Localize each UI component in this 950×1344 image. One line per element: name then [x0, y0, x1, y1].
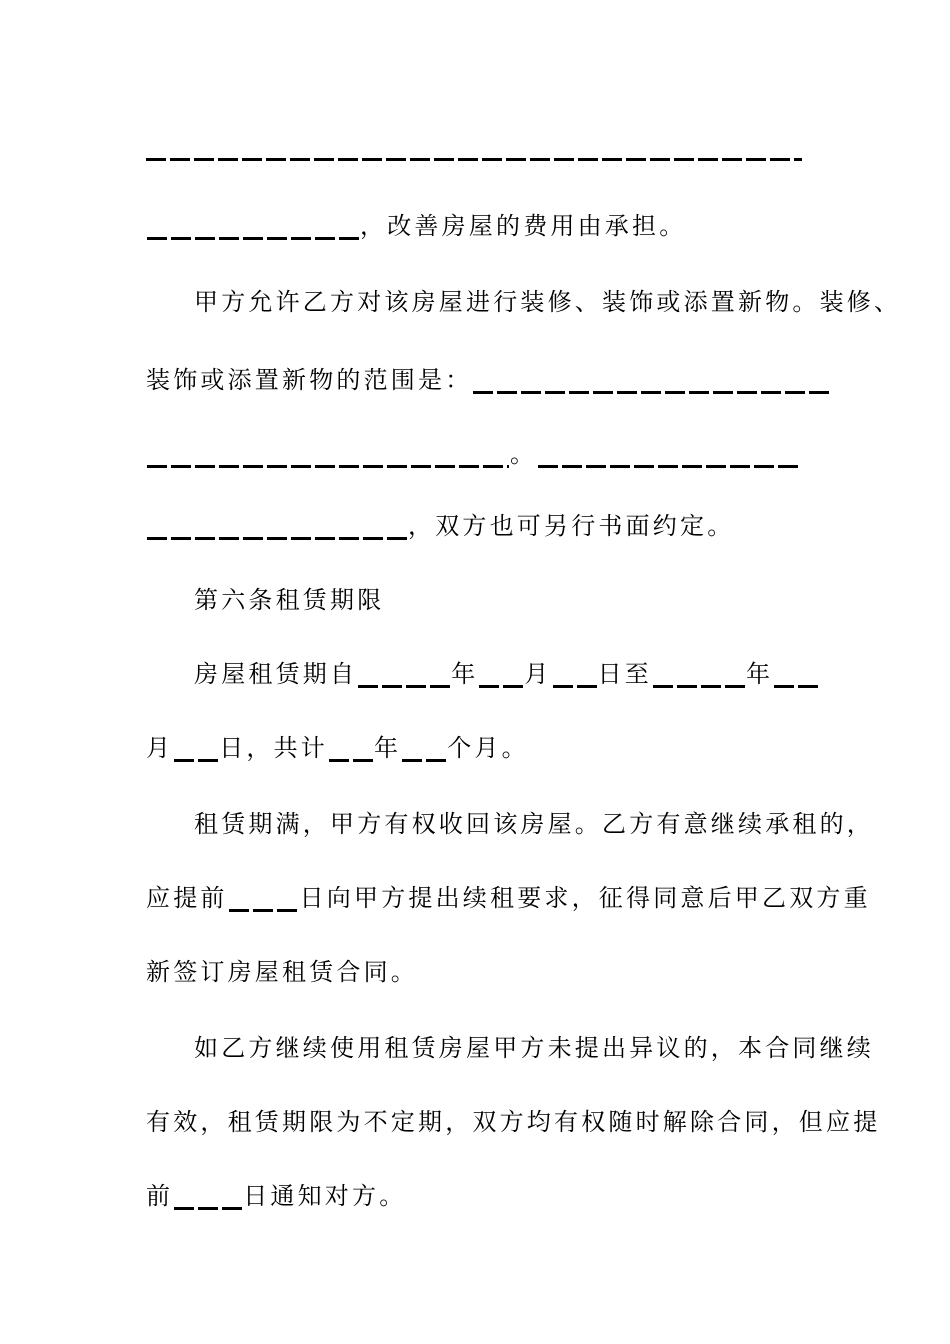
text-line — [146, 508, 826, 544]
blank-field — [358, 685, 450, 688]
text-line — [146, 1104, 881, 1140]
section-heading — [194, 582, 874, 618]
blank-field — [473, 391, 833, 394]
text-span: 年 — [374, 734, 402, 762]
blank-line-full — [146, 158, 802, 161]
blank-field — [174, 1207, 242, 1210]
text-line — [146, 362, 826, 398]
text-span: 年 — [746, 660, 774, 688]
text-span: 装饰或添置新物的范围是： — [146, 366, 473, 394]
paragraph-line — [194, 656, 874, 692]
text-span: 个月。 — [447, 734, 529, 762]
text-span: 日至 — [597, 660, 653, 688]
paragraph-line — [194, 806, 874, 842]
text-line — [146, 954, 826, 990]
text-span: 年 — [451, 660, 479, 688]
paragraph-line — [194, 284, 902, 320]
blank-field — [329, 759, 373, 762]
blank-field — [229, 909, 299, 912]
text-span: 月 — [146, 734, 174, 762]
text-span: 应提前 — [146, 884, 228, 912]
blank-field — [653, 685, 745, 688]
text-span: 前 — [146, 1182, 174, 1210]
text-span: ，改善房屋的费用由承担。 — [360, 212, 687, 240]
blank-field — [553, 685, 597, 688]
text-span: 日，共计 — [219, 734, 329, 762]
text-span: 日通知对方。 — [243, 1182, 407, 1210]
text-line — [146, 436, 826, 472]
blank-field — [538, 465, 802, 468]
text-line — [146, 208, 826, 244]
text-line — [146, 1178, 826, 1214]
blank-field — [147, 465, 509, 468]
blank-field — [402, 759, 446, 762]
text-span: 租赁期满，甲方有权收回该房屋。乙方有意继续承租的， — [194, 810, 874, 838]
blank-field — [174, 759, 218, 762]
text-span: 有效，租赁期限为不定期，双方均有权随时解除合同，但应提 — [146, 1108, 881, 1136]
text-span: 第六条租赁期限 — [194, 586, 385, 614]
text-line — [146, 880, 871, 916]
paragraph-line — [194, 1030, 874, 1066]
text-span: 甲方允许乙方对该房屋进行装修、装饰或添置新物。装修、 — [194, 288, 902, 316]
text-line — [146, 730, 826, 766]
blank-field — [774, 685, 818, 688]
text-span: ，双方也可另行书面约定。 — [408, 512, 735, 540]
text-span: 月 — [524, 660, 552, 688]
text-span: 房屋租赁期自 — [194, 660, 358, 688]
blank-field — [479, 685, 523, 688]
text-span: 。 — [510, 440, 538, 468]
text-span: 如乙方继续使用租赁房屋甲方未提出异议的，本合同继续 — [194, 1034, 874, 1062]
blank-field — [147, 537, 407, 540]
text-span: 日向甲方提出续租要求，征得同意后甲乙双方重 — [299, 884, 871, 912]
text-span: 新签订房屋租赁合同。 — [146, 958, 418, 986]
blank-field — [147, 237, 359, 240]
